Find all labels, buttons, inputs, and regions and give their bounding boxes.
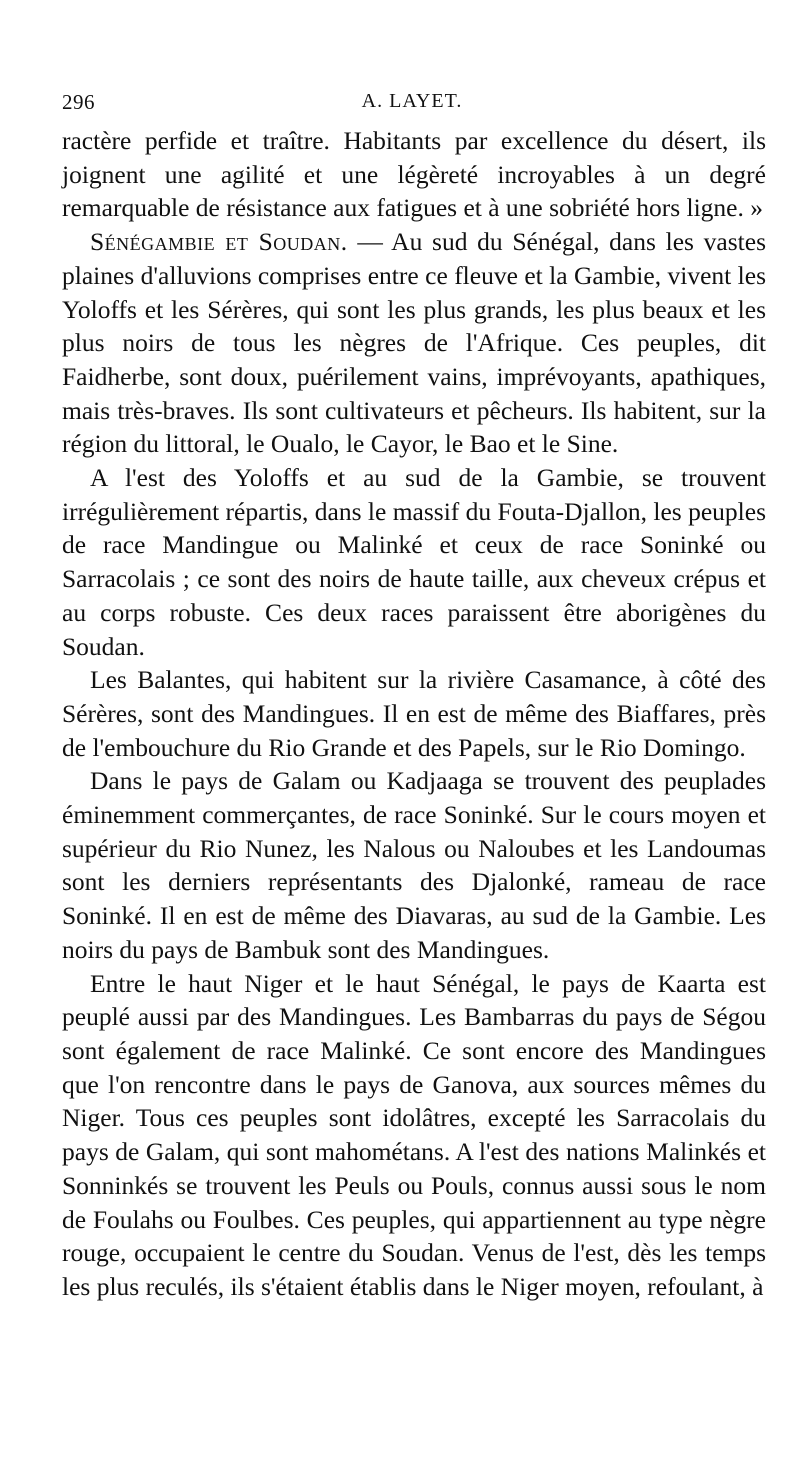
paragraph-galam <box>62 764 766 966</box>
paragraph-text: Dans le pays de Galam ou Kadjaaga se trouvent des peuplades éminemment commerçantes, de race Soninké. Sur le cours moyen et supérieur du Rio Nunez, les Nalous ou Naloubes et les Landoumas sont les derniers représentants des Djalonké, rameau de race Soninké. Il en est de même des Diavaras, au sud de la Gambie. Les noirs du pays de Bambuk sont des Mandingues. <box>62 766 766 964</box>
paragraph-continuation <box>62 124 766 225</box>
paragraph-yoloffs <box>62 461 766 663</box>
page-number: 296 <box>62 90 95 114</box>
section-heading: Sénégambie et Soudan. <box>90 227 348 257</box>
paragraph-text: — Au sud du Sénégal, dans les vastes plaines d'alluvions comprises entre ce fleuve et la Gambie, vivent les Yoloffs et les Sérères, qui sont les plus grands, les plus beaux et les plus noirs de tous les nègres de l'Afrique. Ces peuples, dit Faidherbe, sont doux, puérilement vains, imprévoyants, apathiques, mais très-braves. Ils sont cultivateurs et pêcheurs. Ils habitent, sur la région du littoral, le Oualo, le Cayor, le Bao et le Sine. <box>62 227 766 459</box>
paragraph-balantes <box>62 663 766 764</box>
paragraph-text: Entre le haut Niger et le haut Sénégal, le pays de Kaarta est peuplé aussi par des Mandingues. Les Bambarras du pays de Ségou sont également de race Malinké. Ce sont encore des Mandingues que l'on rencontre dans le pays de Ganova, aux sources mêmes du Niger. Tous ces peuples sont idolâtres, excepté les Sarracolais du pays de Galam, qui sont mahométans. A l'est des nations Malinkés et Sonninkés se trouvent les Peuls ou Pouls, connus aussi sous le nom de Foulahs ou Foulbes. Ces peuples, qui appartiennent au type nègre rouge, occupaient le centre du Soudan. Venus de l'est, dès les temps les plus reculés, ils s'étaient établis dans le Niger moyen, refoulant, à <box>62 968 766 1301</box>
page-header <box>62 90 762 120</box>
running-head: A. LAYET. <box>361 90 463 112</box>
paragraph-text: Les Balantes, qui habitent sur la rivière Casamance, à côté des Sérères, sont des Mandingues. Il en est de même des Biaffares, près de l'embouchure du Rio Grande et des Papels, sur le Rio Domingo. <box>62 665 766 762</box>
paragraph-text: ractère perfide et traître. Habitants par excellence du désert, ils joignent une agilité et une légèreté incroyables à un degré remarquable de résistance aux fatigues et à une sobriété hors ligne. » <box>62 126 766 223</box>
paragraph-text: A l'est des Yoloffs et au sud de la Gambie, se trouvent irrégulièrement répartis, dans le massif du Fouta-Djallon, les peuples de race Mandingue ou Malinké et ceux de race Soninké ou Sarracolais ; ce sont des noirs de haute taille, aux cheveux crépus et au corps robuste. Ces deux races paraissent être aborigènes du Soudan. <box>62 463 766 661</box>
body-text <box>62 124 766 1304</box>
paragraph-niger <box>62 967 766 1304</box>
paragraph-senegambie <box>62 225 766 461</box>
